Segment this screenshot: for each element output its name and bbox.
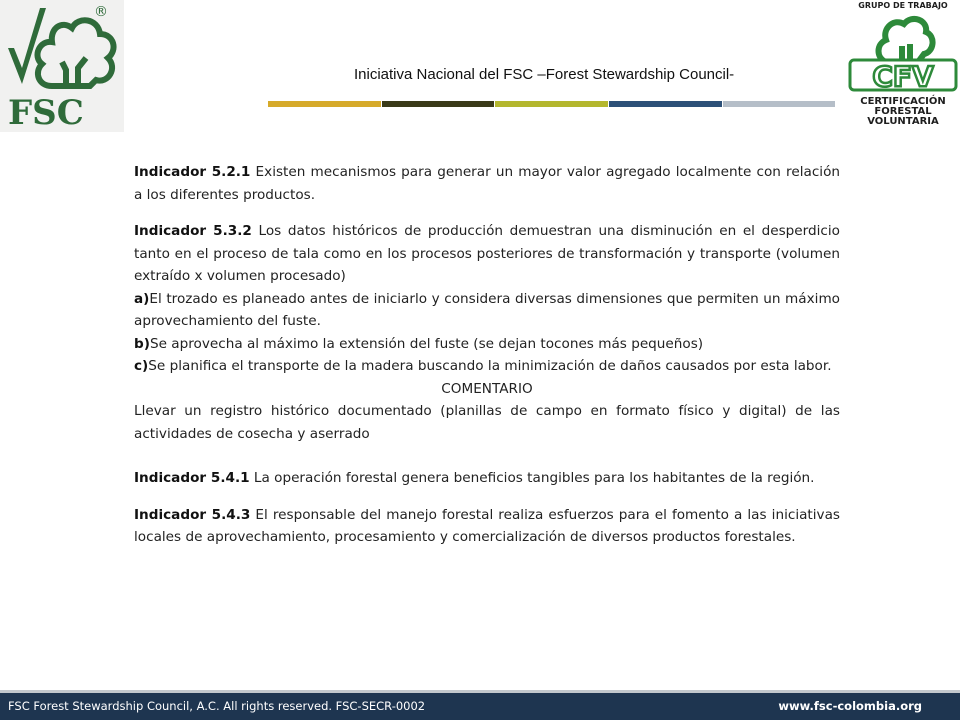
indicator-5-4-3: [134, 504, 840, 549]
fsc-logo-text: FSC: [8, 93, 84, 132]
indicator-5-3-2: [134, 220, 840, 288]
item-a: [134, 288, 840, 333]
item-label: a): [134, 290, 150, 307]
footer-website-link[interactable]: www.fsc-colombia.org: [778, 699, 922, 713]
fsc-logo: [0, 0, 124, 132]
cfv-letters: CFV: [872, 60, 934, 93]
cfv-line3: VOLUNTARIA: [867, 116, 939, 127]
color-bar-segment-1: [268, 101, 381, 107]
indicator-5-4-1: [134, 467, 840, 490]
item-text: Se planifica el transporte de la madera buscando la minimización de daños causados por esta labor.: [148, 358, 832, 374]
indicator-text: El responsable del manejo forestal realiza esfuerzos para el fomento a las iniciativas locales de aprovechamiento, procesamiento y comercialización de diversos productos forestales.: [134, 506, 840, 545]
cfv-line2: FORESTAL: [874, 106, 932, 117]
footer-copyright: FSC Forest Stewardship Council, A.C. All rights reserved. FSC-SECR-0002: [8, 699, 426, 713]
footer-bar: [0, 690, 960, 720]
cfv-logo: [846, 0, 960, 130]
page-title: Iniciativa Nacional del FSC –Forest Stewardship Council-: [354, 66, 735, 83]
cfv-line1: CERTIFICACIÓN: [860, 96, 946, 107]
indicator-5-2-1: [134, 161, 840, 206]
indicator-text: La operación forestal genera beneficios tangibles para los habitantes de la región.: [249, 470, 815, 486]
item-c: [134, 355, 840, 378]
indicator-label: Indicador 5.4.1: [134, 470, 250, 486]
item-text: El trozado es planeado antes de iniciarlo y considera diversas dimensiones que permiten un máximo aprovechamiento del fuste.: [134, 290, 840, 329]
indicator-label: Indicador 5.2.1: [134, 164, 251, 180]
item-text: Se aprovecha al máximo la extensión del fuste (se dejan tocones más pequeños): [149, 335, 704, 352]
registered-mark: ®: [94, 4, 108, 20]
item-b: [134, 333, 840, 356]
indicator-text: Los datos históricos de producción demuestran una disminución en el desperdicio tanto en el proceso de tala como en los procesos posteriores de transformación y transporte (volumen extraído x volumen procesado): [134, 223, 840, 284]
color-bar-segment-2: [382, 101, 494, 107]
cfv-top-text: GRUPO DE TRABAJO: [858, 1, 948, 10]
item-label: c): [134, 358, 149, 374]
color-bar-segment-5: [723, 101, 835, 107]
indicator-label: Indicador 5.4.3: [134, 506, 251, 523]
comment-title: COMENTARIO: [441, 380, 533, 397]
fsc-tree-check-icon: [0, 0, 124, 132]
color-bar-segment-4: [609, 101, 722, 107]
item-label: b): [134, 335, 150, 352]
slide-body: [134, 161, 840, 549]
color-bar-segment-3: [495, 101, 608, 107]
cfv-tree-icon: [846, 0, 960, 130]
indicator-label: Indicador 5.3.2: [134, 223, 252, 239]
indicator-text: Existen mecanismos para generar un mayor valor agregado localmente con relación a los diferentes productos.: [134, 164, 840, 203]
comment-text: Llevar un registro histórico documentado (planillas de campo en formato físico y digital) de las actividades de cosecha y aserrado: [134, 403, 840, 442]
